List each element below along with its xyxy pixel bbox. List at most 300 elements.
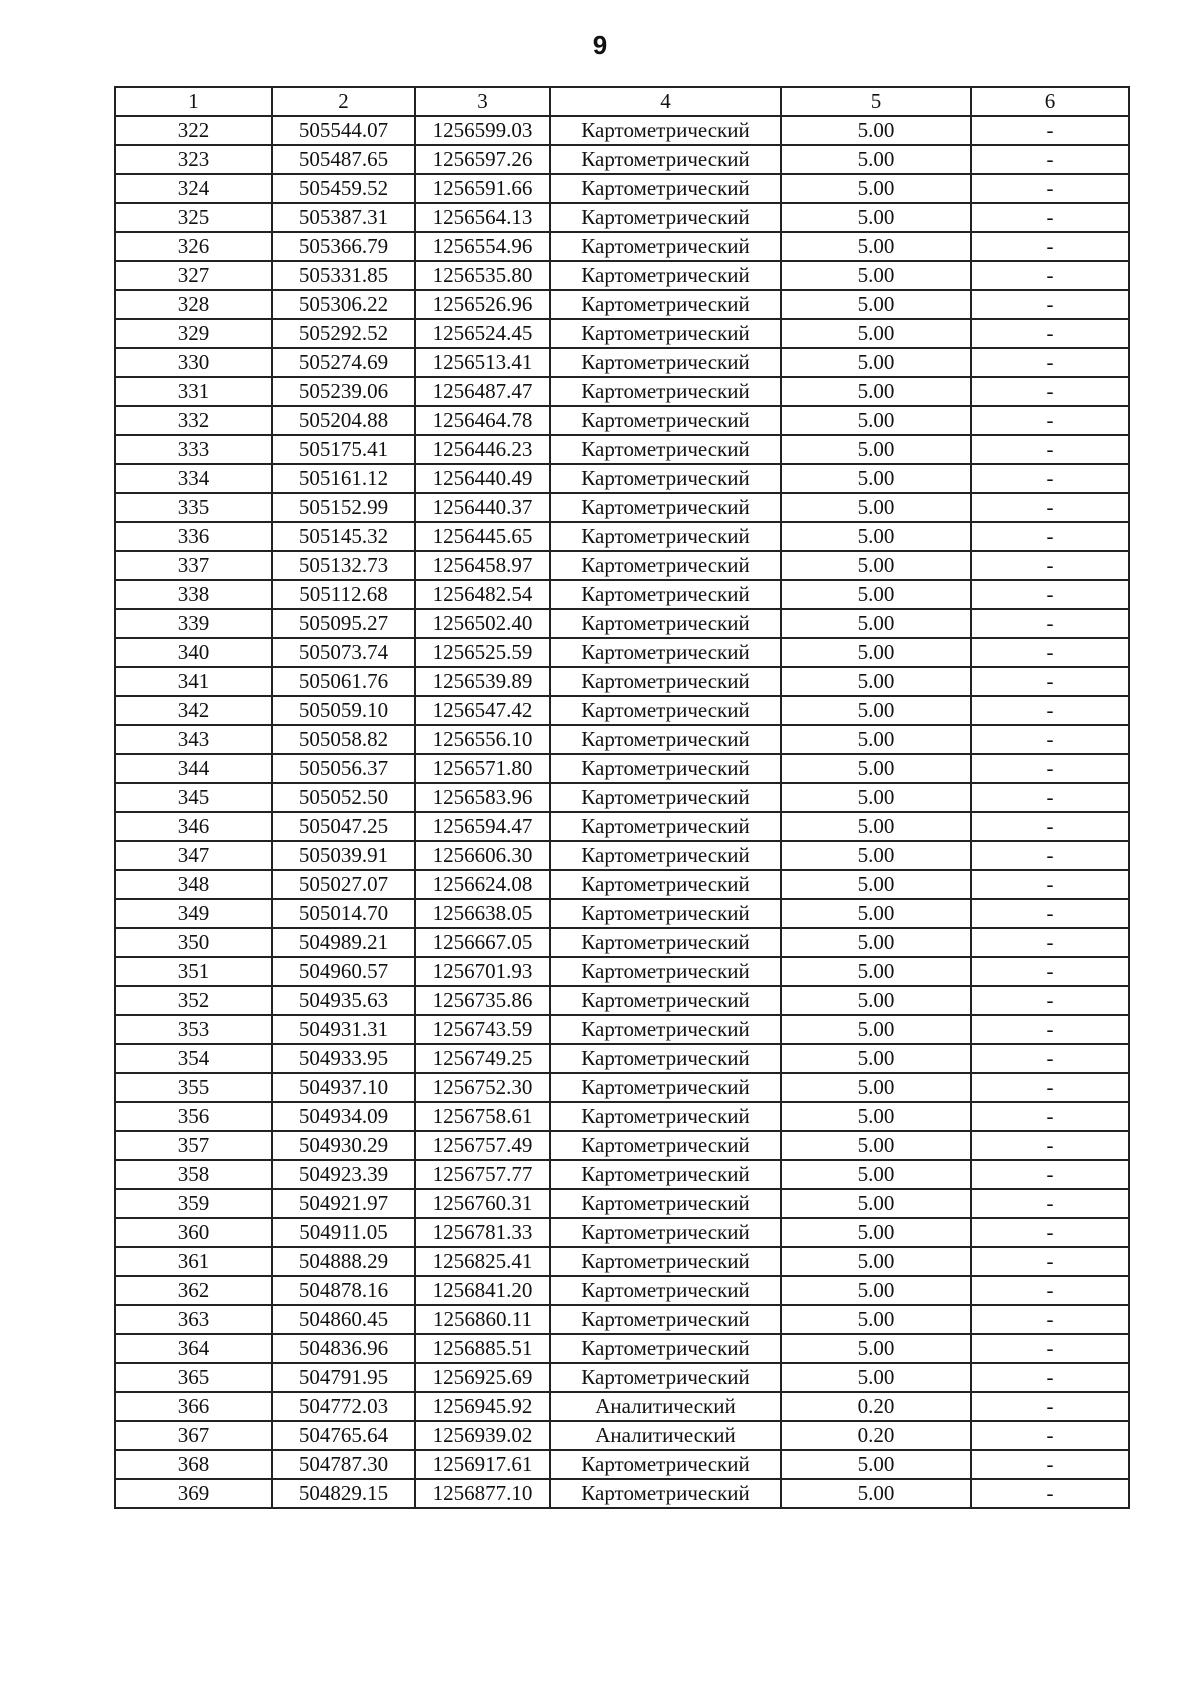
accuracy-cell: 5.00 — [781, 145, 971, 174]
x-coordinate-cell: 505014.70 — [272, 899, 415, 928]
x-coordinate-cell: 504960.57 — [272, 957, 415, 986]
note-cell: - — [971, 261, 1129, 290]
point-number-cell: 364 — [115, 1334, 272, 1363]
point-number-cell: 339 — [115, 609, 272, 638]
table-row — [115, 928, 1129, 957]
note-cell: - — [971, 986, 1129, 1015]
note-cell: - — [971, 1102, 1129, 1131]
table-row — [115, 493, 1129, 522]
table-row — [115, 1160, 1129, 1189]
note-cell: - — [971, 1131, 1129, 1160]
note-cell: - — [971, 435, 1129, 464]
accuracy-cell: 5.00 — [781, 232, 971, 261]
method-cell: Картометрический — [550, 1131, 781, 1160]
table-row — [115, 754, 1129, 783]
y-coordinate-cell: 1256594.47 — [415, 812, 550, 841]
x-coordinate-cell: 504829.15 — [272, 1479, 415, 1508]
accuracy-cell: 5.00 — [781, 1044, 971, 1073]
point-number-cell: 347 — [115, 841, 272, 870]
y-coordinate-cell: 1256758.61 — [415, 1102, 550, 1131]
table-row — [115, 841, 1129, 870]
accuracy-cell: 5.00 — [781, 957, 971, 986]
y-coordinate-cell: 1256445.65 — [415, 522, 550, 551]
y-coordinate-cell: 1256735.86 — [415, 986, 550, 1015]
point-number-cell: 326 — [115, 232, 272, 261]
x-coordinate-cell: 505161.12 — [272, 464, 415, 493]
note-cell: - — [971, 1421, 1129, 1450]
accuracy-cell: 0.20 — [781, 1421, 971, 1450]
y-coordinate-cell: 1256860.11 — [415, 1305, 550, 1334]
method-cell: Картометрический — [550, 667, 781, 696]
table-row — [115, 1073, 1129, 1102]
x-coordinate-cell: 504923.39 — [272, 1160, 415, 1189]
x-coordinate-cell: 505145.32 — [272, 522, 415, 551]
note-cell: - — [971, 1363, 1129, 1392]
accuracy-cell: 5.00 — [781, 1015, 971, 1044]
note-cell: - — [971, 1073, 1129, 1102]
note-cell: - — [971, 1218, 1129, 1247]
table-row — [115, 725, 1129, 754]
note-cell: - — [971, 870, 1129, 899]
method-cell: Картометрический — [550, 638, 781, 667]
note-cell: - — [971, 290, 1129, 319]
header-cell: 4 — [550, 87, 781, 116]
y-coordinate-cell: 1256701.93 — [415, 957, 550, 986]
method-cell: Картометрический — [550, 464, 781, 493]
method-cell: Картометрический — [550, 609, 781, 638]
accuracy-cell: 5.00 — [781, 1160, 971, 1189]
table-row — [115, 1044, 1129, 1073]
table-row — [115, 116, 1129, 145]
note-cell: - — [971, 1334, 1129, 1363]
point-number-cell: 334 — [115, 464, 272, 493]
table-row — [115, 261, 1129, 290]
method-cell: Картометрический — [550, 754, 781, 783]
header-cell: 3 — [415, 87, 550, 116]
y-coordinate-cell: 1256885.51 — [415, 1334, 550, 1363]
y-coordinate-cell: 1256458.97 — [415, 551, 550, 580]
method-cell: Картометрический — [550, 551, 781, 580]
method-cell: Картометрический — [550, 145, 781, 174]
x-coordinate-cell: 505058.82 — [272, 725, 415, 754]
method-cell: Картометрический — [550, 899, 781, 928]
x-coordinate-cell: 504772.03 — [272, 1392, 415, 1421]
y-coordinate-cell: 1256939.02 — [415, 1421, 550, 1450]
header-cell: 6 — [971, 87, 1129, 116]
point-number-cell: 349 — [115, 899, 272, 928]
method-cell: Картометрический — [550, 493, 781, 522]
point-number-cell: 335 — [115, 493, 272, 522]
method-cell: Картометрический — [550, 406, 781, 435]
method-cell: Картометрический — [550, 696, 781, 725]
table-row — [115, 899, 1129, 928]
y-coordinate-cell: 1256446.23 — [415, 435, 550, 464]
note-cell: - — [971, 812, 1129, 841]
y-coordinate-cell: 1256583.96 — [415, 783, 550, 812]
y-coordinate-cell: 1256547.42 — [415, 696, 550, 725]
table-row — [115, 1392, 1129, 1421]
note-cell: - — [971, 696, 1129, 725]
x-coordinate-cell: 504765.64 — [272, 1421, 415, 1450]
point-number-cell: 359 — [115, 1189, 272, 1218]
table-row — [115, 609, 1129, 638]
page-number: 9 — [592, 30, 608, 60]
table-row — [115, 1450, 1129, 1479]
x-coordinate-cell: 504787.30 — [272, 1450, 415, 1479]
table-row — [115, 812, 1129, 841]
point-number-cell: 340 — [115, 638, 272, 667]
x-coordinate-cell: 505292.52 — [272, 319, 415, 348]
method-cell: Картометрический — [550, 232, 781, 261]
y-coordinate-cell: 1256464.78 — [415, 406, 550, 435]
x-coordinate-cell: 505095.27 — [272, 609, 415, 638]
method-cell: Картометрический — [550, 1305, 781, 1334]
point-number-cell: 366 — [115, 1392, 272, 1421]
point-number-cell: 348 — [115, 870, 272, 899]
x-coordinate-cell: 505387.31 — [272, 203, 415, 232]
note-cell: - — [971, 1276, 1129, 1305]
method-cell: Картометрический — [550, 1044, 781, 1073]
point-number-cell: 344 — [115, 754, 272, 783]
x-coordinate-cell: 505061.76 — [272, 667, 415, 696]
coordinates-table — [114, 86, 1130, 1509]
x-coordinate-cell: 505027.07 — [272, 870, 415, 899]
method-cell: Картометрический — [550, 116, 781, 145]
point-number-cell: 350 — [115, 928, 272, 957]
x-coordinate-cell: 505175.41 — [272, 435, 415, 464]
method-cell: Картометрический — [550, 986, 781, 1015]
accuracy-cell: 5.00 — [781, 1247, 971, 1276]
y-coordinate-cell: 1256556.10 — [415, 725, 550, 754]
method-cell: Картометрический — [550, 1450, 781, 1479]
accuracy-cell: 0.20 — [781, 1392, 971, 1421]
method-cell: Картометрический — [550, 319, 781, 348]
method-cell: Картометрический — [550, 377, 781, 406]
x-coordinate-cell: 505487.65 — [272, 145, 415, 174]
note-cell: - — [971, 174, 1129, 203]
point-number-cell: 367 — [115, 1421, 272, 1450]
point-number-cell: 358 — [115, 1160, 272, 1189]
note-cell: - — [971, 725, 1129, 754]
accuracy-cell: 5.00 — [781, 1218, 971, 1247]
y-coordinate-cell: 1256525.59 — [415, 638, 550, 667]
x-coordinate-cell: 504836.96 — [272, 1334, 415, 1363]
x-coordinate-cell: 505059.10 — [272, 696, 415, 725]
note-cell: - — [971, 1450, 1129, 1479]
note-cell: - — [971, 377, 1129, 406]
y-coordinate-cell: 1256513.41 — [415, 348, 550, 377]
accuracy-cell: 5.00 — [781, 754, 971, 783]
table-row — [115, 1276, 1129, 1305]
table-row — [115, 551, 1129, 580]
table-row — [115, 1102, 1129, 1131]
y-coordinate-cell: 1256606.30 — [415, 841, 550, 870]
accuracy-cell: 5.00 — [781, 1189, 971, 1218]
y-coordinate-cell: 1256638.05 — [415, 899, 550, 928]
y-coordinate-cell: 1256487.47 — [415, 377, 550, 406]
y-coordinate-cell: 1256781.33 — [415, 1218, 550, 1247]
method-cell: Картометрический — [550, 928, 781, 957]
note-cell: - — [971, 1479, 1129, 1508]
method-cell: Картометрический — [550, 783, 781, 812]
x-coordinate-cell: 505052.50 — [272, 783, 415, 812]
point-number-cell: 333 — [115, 435, 272, 464]
x-coordinate-cell: 505056.37 — [272, 754, 415, 783]
accuracy-cell: 5.00 — [781, 493, 971, 522]
y-coordinate-cell: 1256749.25 — [415, 1044, 550, 1073]
x-coordinate-cell: 504937.10 — [272, 1073, 415, 1102]
y-coordinate-cell: 1256554.96 — [415, 232, 550, 261]
note-cell: - — [971, 348, 1129, 377]
x-coordinate-cell: 504921.97 — [272, 1189, 415, 1218]
y-coordinate-cell: 1256526.96 — [415, 290, 550, 319]
accuracy-cell: 5.00 — [781, 406, 971, 435]
table-row — [115, 1363, 1129, 1392]
x-coordinate-cell: 505204.88 — [272, 406, 415, 435]
method-cell: Аналитический — [550, 1421, 781, 1450]
y-coordinate-cell: 1256757.77 — [415, 1160, 550, 1189]
note-cell: - — [971, 609, 1129, 638]
note-cell: - — [971, 957, 1129, 986]
table-row — [115, 464, 1129, 493]
table-row — [115, 290, 1129, 319]
accuracy-cell: 5.00 — [781, 696, 971, 725]
table-row — [115, 667, 1129, 696]
y-coordinate-cell: 1256945.92 — [415, 1392, 550, 1421]
x-coordinate-cell: 505073.74 — [272, 638, 415, 667]
accuracy-cell: 5.00 — [781, 290, 971, 319]
method-cell: Картометрический — [550, 1334, 781, 1363]
method-cell: Картометрический — [550, 1218, 781, 1247]
y-coordinate-cell: 1256599.03 — [415, 116, 550, 145]
point-number-cell: 328 — [115, 290, 272, 319]
x-coordinate-cell: 504878.16 — [272, 1276, 415, 1305]
point-number-cell: 368 — [115, 1450, 272, 1479]
accuracy-cell: 5.00 — [781, 522, 971, 551]
point-number-cell: 342 — [115, 696, 272, 725]
method-cell: Картометрический — [550, 812, 781, 841]
table-row — [115, 638, 1129, 667]
x-coordinate-cell: 505039.91 — [272, 841, 415, 870]
note-cell: - — [971, 145, 1129, 174]
method-cell: Картометрический — [550, 1276, 781, 1305]
point-number-cell: 341 — [115, 667, 272, 696]
point-number-cell: 362 — [115, 1276, 272, 1305]
table-row — [115, 145, 1129, 174]
x-coordinate-cell: 504935.63 — [272, 986, 415, 1015]
note-cell: - — [971, 783, 1129, 812]
point-number-cell: 365 — [115, 1363, 272, 1392]
accuracy-cell: 5.00 — [781, 1479, 971, 1508]
method-cell: Картометрический — [550, 1073, 781, 1102]
accuracy-cell: 5.00 — [781, 319, 971, 348]
accuracy-cell: 5.00 — [781, 986, 971, 1015]
table-row — [115, 174, 1129, 203]
table-row — [115, 203, 1129, 232]
y-coordinate-cell: 1256841.20 — [415, 1276, 550, 1305]
point-number-cell: 345 — [115, 783, 272, 812]
x-coordinate-cell: 505047.25 — [272, 812, 415, 841]
method-cell: Аналитический — [550, 1392, 781, 1421]
method-cell: Картометрический — [550, 348, 781, 377]
point-number-cell: 330 — [115, 348, 272, 377]
table-row — [115, 870, 1129, 899]
table-row — [115, 377, 1129, 406]
table-row — [115, 1334, 1129, 1363]
accuracy-cell: 5.00 — [781, 667, 971, 696]
header-cell: 5 — [781, 87, 971, 116]
accuracy-cell: 5.00 — [781, 348, 971, 377]
note-cell: - — [971, 232, 1129, 261]
table-row — [115, 986, 1129, 1015]
method-cell: Картометрический — [550, 725, 781, 754]
accuracy-cell: 5.00 — [781, 261, 971, 290]
note-cell: - — [971, 1160, 1129, 1189]
point-number-cell: 353 — [115, 1015, 272, 1044]
method-cell: Картометрический — [550, 1160, 781, 1189]
note-cell: - — [971, 551, 1129, 580]
y-coordinate-cell: 1256624.08 — [415, 870, 550, 899]
method-cell: Картометрический — [550, 261, 781, 290]
note-cell: - — [971, 1044, 1129, 1073]
point-number-cell: 351 — [115, 957, 272, 986]
note-cell: - — [971, 1247, 1129, 1276]
point-number-cell: 327 — [115, 261, 272, 290]
x-coordinate-cell: 505366.79 — [272, 232, 415, 261]
x-coordinate-cell: 505152.99 — [272, 493, 415, 522]
accuracy-cell: 5.00 — [781, 1334, 971, 1363]
x-coordinate-cell: 504791.95 — [272, 1363, 415, 1392]
accuracy-cell: 5.00 — [781, 551, 971, 580]
x-coordinate-cell: 504930.29 — [272, 1131, 415, 1160]
accuracy-cell: 5.00 — [781, 812, 971, 841]
point-number-cell: 332 — [115, 406, 272, 435]
method-cell: Картометрический — [550, 522, 781, 551]
x-coordinate-cell: 504888.29 — [272, 1247, 415, 1276]
note-cell: - — [971, 638, 1129, 667]
point-number-cell: 322 — [115, 116, 272, 145]
x-coordinate-cell: 505331.85 — [272, 261, 415, 290]
point-number-cell: 323 — [115, 145, 272, 174]
note-cell: - — [971, 1305, 1129, 1334]
x-coordinate-cell: 504860.45 — [272, 1305, 415, 1334]
table-row — [115, 319, 1129, 348]
y-coordinate-cell: 1256524.45 — [415, 319, 550, 348]
x-coordinate-cell: 505544.07 — [272, 116, 415, 145]
note-cell: - — [971, 928, 1129, 957]
table-row — [115, 1479, 1129, 1508]
header-cell: 2 — [272, 87, 415, 116]
accuracy-cell: 5.00 — [781, 638, 971, 667]
y-coordinate-cell: 1256752.30 — [415, 1073, 550, 1102]
point-number-cell: 369 — [115, 1479, 272, 1508]
y-coordinate-cell: 1256877.10 — [415, 1479, 550, 1508]
table-row — [115, 435, 1129, 464]
y-coordinate-cell: 1256539.89 — [415, 667, 550, 696]
y-coordinate-cell: 1256597.26 — [415, 145, 550, 174]
accuracy-cell: 5.00 — [781, 928, 971, 957]
note-cell: - — [971, 116, 1129, 145]
accuracy-cell: 5.00 — [781, 1073, 971, 1102]
note-cell: - — [971, 667, 1129, 696]
point-number-cell: 352 — [115, 986, 272, 1015]
method-cell: Картометрический — [550, 580, 781, 609]
point-number-cell: 346 — [115, 812, 272, 841]
method-cell: Картометрический — [550, 1102, 781, 1131]
y-coordinate-cell: 1256917.61 — [415, 1450, 550, 1479]
accuracy-cell: 5.00 — [781, 464, 971, 493]
point-number-cell: 329 — [115, 319, 272, 348]
table-row — [115, 696, 1129, 725]
method-cell: Картометрический — [550, 1363, 781, 1392]
y-coordinate-cell: 1256502.40 — [415, 609, 550, 638]
x-coordinate-cell: 504931.31 — [272, 1015, 415, 1044]
method-cell: Картометрический — [550, 957, 781, 986]
y-coordinate-cell: 1256535.80 — [415, 261, 550, 290]
accuracy-cell: 5.00 — [781, 203, 971, 232]
point-number-cell: 354 — [115, 1044, 272, 1073]
point-number-cell: 331 — [115, 377, 272, 406]
table-row — [115, 1218, 1129, 1247]
method-cell: Картометрический — [550, 841, 781, 870]
accuracy-cell: 5.00 — [781, 783, 971, 812]
note-cell: - — [971, 203, 1129, 232]
table-row — [115, 522, 1129, 551]
method-cell: Картометрический — [550, 1015, 781, 1044]
note-cell: - — [971, 1015, 1129, 1044]
accuracy-cell: 5.00 — [781, 1276, 971, 1305]
y-coordinate-cell: 1256925.69 — [415, 1363, 550, 1392]
y-coordinate-cell: 1256760.31 — [415, 1189, 550, 1218]
accuracy-cell: 5.00 — [781, 609, 971, 638]
note-cell: - — [971, 319, 1129, 348]
y-coordinate-cell: 1256743.59 — [415, 1015, 550, 1044]
note-cell: - — [971, 841, 1129, 870]
y-coordinate-cell: 1256440.37 — [415, 493, 550, 522]
method-cell: Картометрический — [550, 435, 781, 464]
table-row — [115, 1247, 1129, 1276]
accuracy-cell: 5.00 — [781, 174, 971, 203]
y-coordinate-cell: 1256571.80 — [415, 754, 550, 783]
table-row — [115, 232, 1129, 261]
accuracy-cell: 5.00 — [781, 899, 971, 928]
table-row — [115, 1421, 1129, 1450]
x-coordinate-cell: 505112.68 — [272, 580, 415, 609]
method-cell: Картометрический — [550, 203, 781, 232]
table-row — [115, 580, 1129, 609]
point-number-cell: 356 — [115, 1102, 272, 1131]
point-number-cell: 363 — [115, 1305, 272, 1334]
point-number-cell: 361 — [115, 1247, 272, 1276]
point-number-cell: 325 — [115, 203, 272, 232]
x-coordinate-cell: 504911.05 — [272, 1218, 415, 1247]
header-cell: 1 — [115, 87, 272, 116]
accuracy-cell: 5.00 — [781, 1305, 971, 1334]
note-cell: - — [971, 1189, 1129, 1218]
point-number-cell: 338 — [115, 580, 272, 609]
x-coordinate-cell: 504989.21 — [272, 928, 415, 957]
x-coordinate-cell: 504933.95 — [272, 1044, 415, 1073]
table-row — [115, 783, 1129, 812]
table-header-row — [115, 87, 1129, 116]
point-number-cell: 357 — [115, 1131, 272, 1160]
point-number-cell: 337 — [115, 551, 272, 580]
method-cell: Картометрический — [550, 290, 781, 319]
table-row — [115, 1131, 1129, 1160]
note-cell: - — [971, 464, 1129, 493]
table-row — [115, 348, 1129, 377]
accuracy-cell: 5.00 — [781, 377, 971, 406]
